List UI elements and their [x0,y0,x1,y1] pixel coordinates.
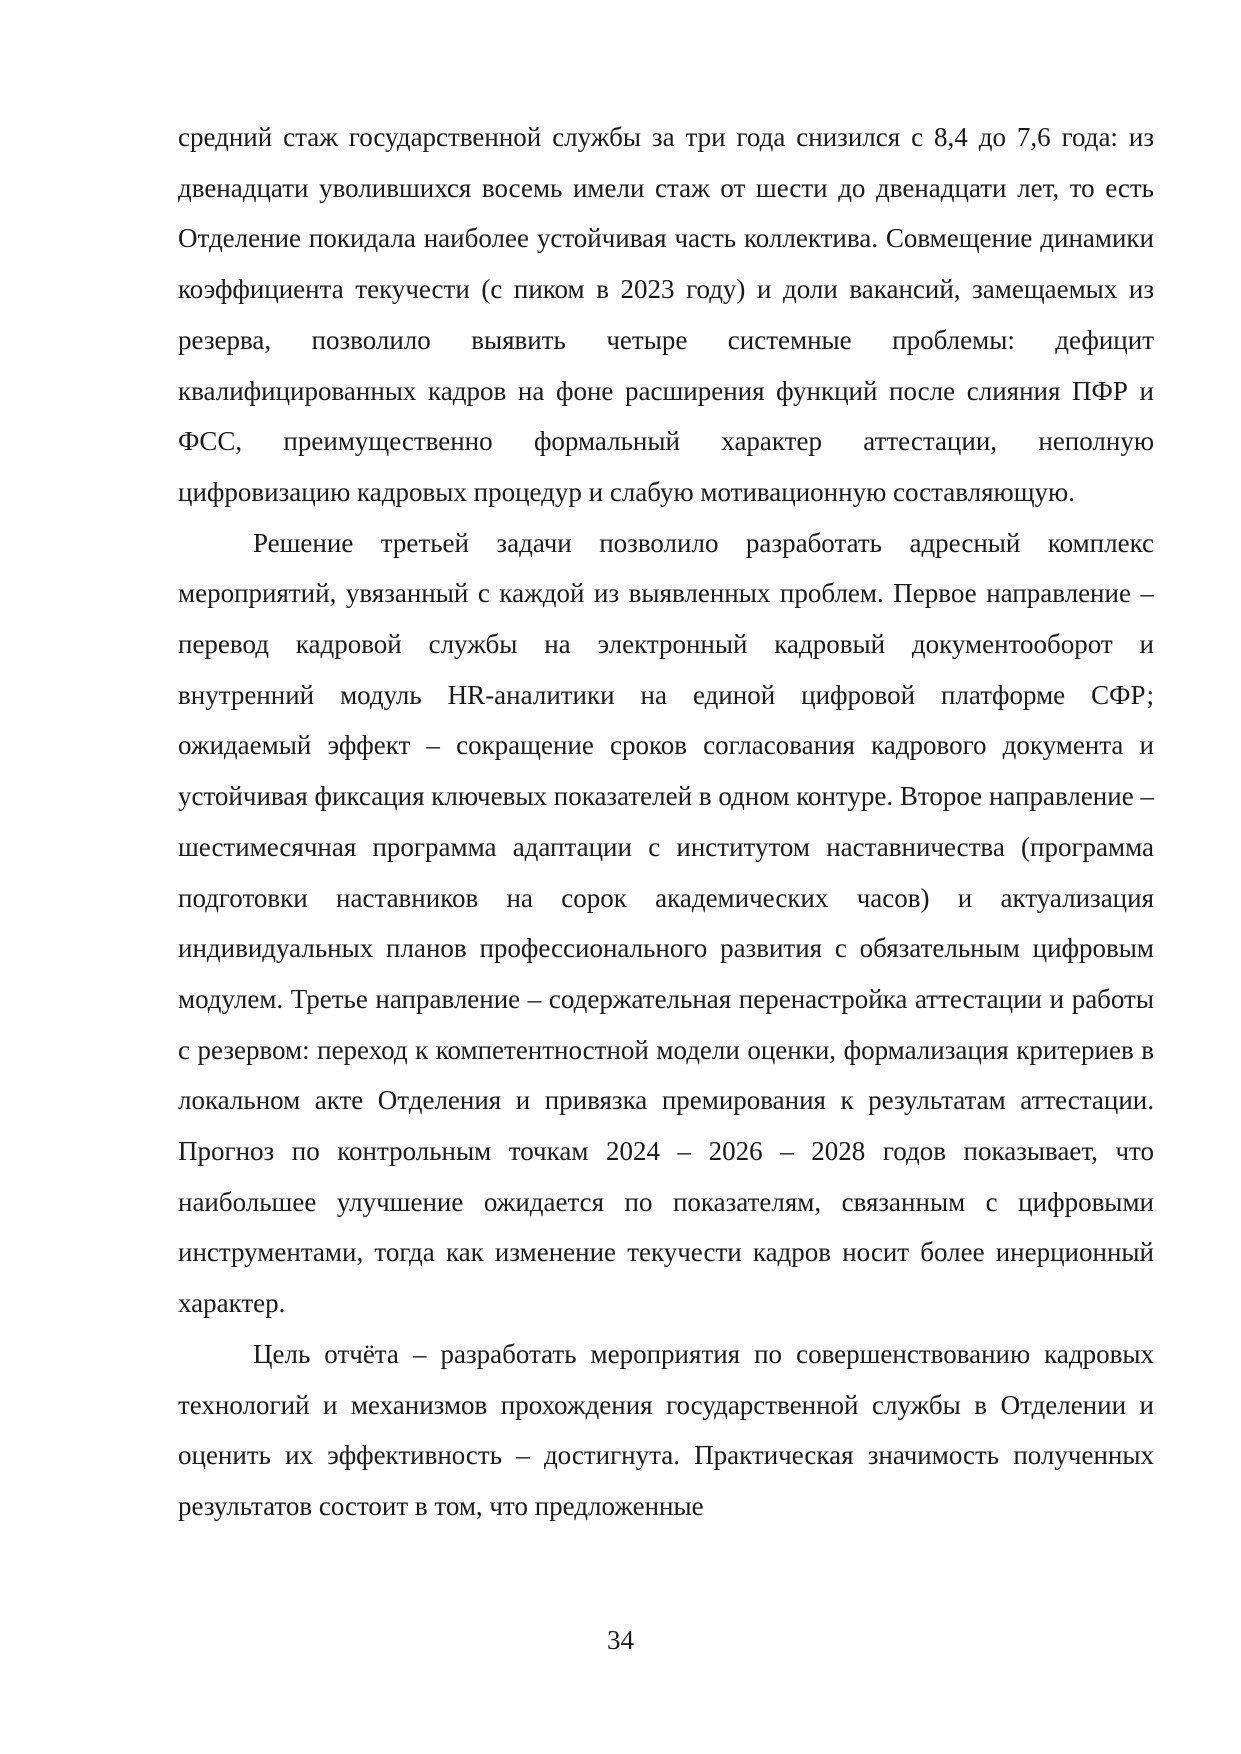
paragraph-third-task: Решение третьей задачи позволило разработать адресный комплекс мероприятий, увязанный с каждой из выявленных проблем. Первое направление – перевод кадровой службы на электронный кадровый документооборот и внутренний модуль HR-аналитики на единой цифровой платформе СФР; ожидаемый эффект – сокращение сроков согласования кадрового документа и устойчивая фиксация ключевых показателей в одном контуре. Второе направление – шестимесячная программа адаптации с институтом наставничества (программа подготовки наставников на сорок академических часов) и актуализация индивидуальных планов профессионального развития с обязательным цифровым модулем. Третье направление – содержательная перенастройка аттестации и работы с резервом: переход к компетентностной модели оценки, формализация критериев в локальном акте Отделения и привязка премирования к результатам аттестации. Прогноз по контрольным точкам 2024 – 2026 – 2028 годов показывает, что наибольшее улучшение ожидается по показателям, связанным с цифровыми инструментами, тогда как изменение текучести кадров носит более инерционный характер. [178,527,1154,1319]
paragraph-continuation: средний стаж государственной службы за три года снизился с 8,4 до 7,6 года: из двенадцати уволившихся восемь имели стаж от шести до двенадцати лет, то есть Отделение покидала наиболее устойчивая часть коллектива. Совмещение динамики коэффициента текучести (с пиком в 2023 году) и доли вакансий, замещаемых из резерва, позволило выявить четыре системные проблемы: дефицит квалифицированных кадров на фоне расширения функций после слияния ПФР и ФСС, преимущественно формальный характер аттестации, неполную цифровизацию кадровых процедур и слабую мотивационную составляющую. [178,122,1154,507]
paragraph-report-goal: Цель отчёта – разработать мероприятия по совершенствованию кадровых технологий и механизмов прохождения государственной службы в Отделении и оценить их эффективность – достигнута. Практическая значимость полученных результатов состоит в том, что предложенные [178,1338,1154,1521]
page-number: 34 [607,1625,634,1655]
body-text [178,112,1154,1532]
